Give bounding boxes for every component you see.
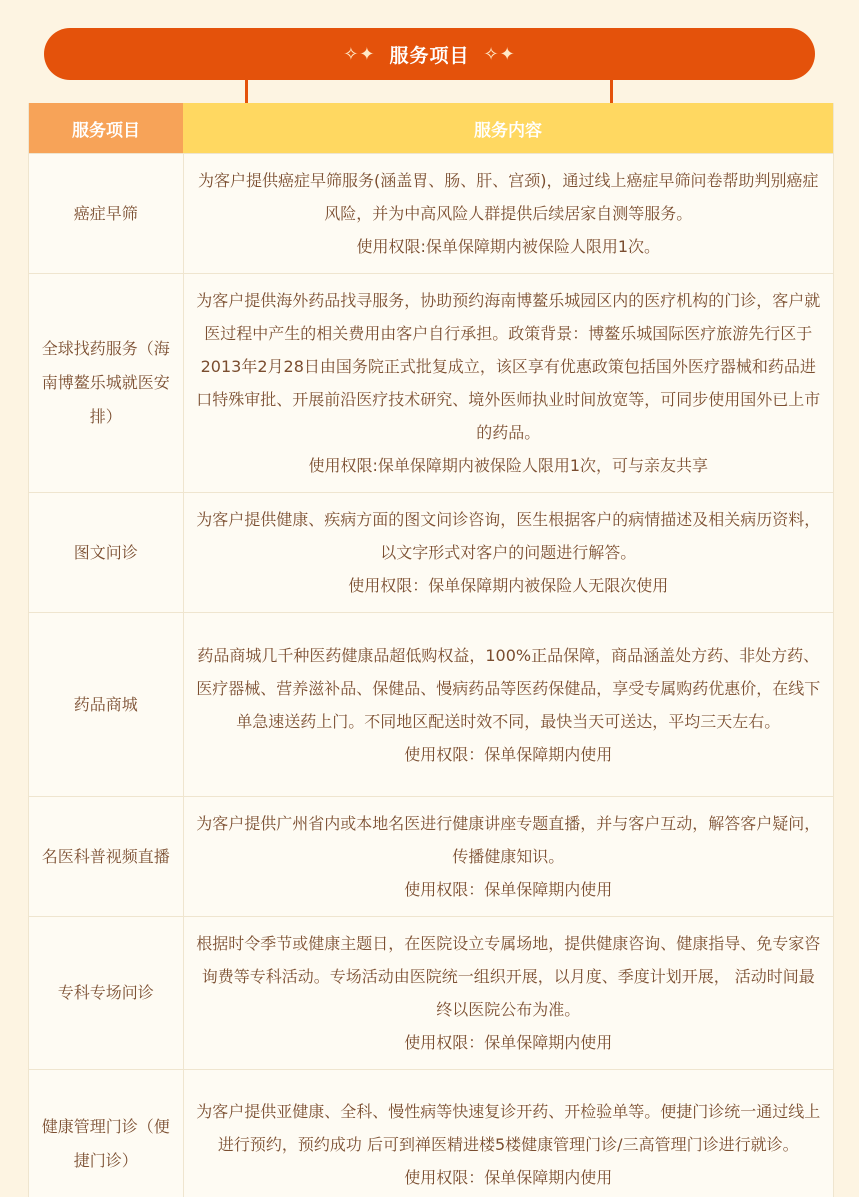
usage-rights: 使用权限:保单保障期内被保险人限用1次，可与亲友共享 — [308, 456, 709, 475]
service-content-cell — [183, 274, 833, 493]
service-content-cell — [183, 917, 833, 1070]
services-panel — [28, 103, 834, 1197]
services-table — [29, 103, 833, 1197]
service-name: 药品商城 — [29, 613, 183, 797]
section-banner — [44, 28, 815, 80]
table-row — [29, 493, 833, 613]
sparkle-icon: ✧✦ — [483, 43, 516, 65]
table-row — [29, 613, 833, 797]
service-content-cell — [183, 613, 833, 797]
banner-connector-right — [610, 80, 613, 104]
table-row — [29, 1070, 833, 1197]
usage-rights: 使用权限：保单保障期内使用 — [404, 744, 613, 764]
service-name: 图文问诊 — [29, 493, 183, 613]
service-content-cell — [183, 797, 833, 917]
service-description: 为客户提供亚健康、全科、慢性病等快速复诊开药、开检验单等。便捷门诊统一通过线上进行预约，预约成功 后可到禅医精进楼5楼健康管理门诊/三高管理门诊进行就诊。 — [196, 1101, 821, 1154]
usage-rights: 使用权限：保单保障期内使用 — [404, 1167, 613, 1187]
table-row — [29, 274, 833, 493]
service-description: 为客户提供癌症早筛服务(涵盖胃、肠、肝、宫颈)，通过线上癌症早筛问卷帮助判别癌症风险，并为中高风险人群提供后续居家自测等服务。 — [198, 171, 819, 223]
table-header-row — [29, 103, 833, 154]
service-description: 根据时令季节或健康主题日，在医院设立专属场地，提供健康咨询、健康指导、免专家咨询费等专科活动。专场活动由医院统一组织开展，以月度、季度计划开展， 活动时间最终以医院公布为准。 — [196, 934, 821, 1019]
table-row — [29, 917, 833, 1070]
table-row — [29, 154, 833, 274]
service-content-cell — [183, 1070, 833, 1197]
service-description: 药品商城几千种医药健康品超低购权益，100%正品保障，商品涵盖处方药、非处方药、医疗器械、营养滋补品、保健品、慢病药品等医药保健品，享受专属购药优惠价，在线下单急速送药上门。不同地区配送时效不同，最快当天可送达，平均三天左右。 — [196, 645, 821, 731]
header-service-content: 服务内容 — [183, 103, 833, 154]
service-description: 为客户提供广州省内或本地名医进行健康讲座专题直播，并与客户互动，解答客户疑问，传播健康知识。 — [196, 814, 821, 866]
usage-rights: 使用权限：保单保障期内使用 — [404, 1033, 613, 1052]
table-row — [29, 797, 833, 917]
service-name: 癌症早筛 — [29, 154, 183, 274]
service-name: 名医科普视频直播 — [29, 797, 183, 917]
banner-connector-left — [245, 80, 248, 104]
banner-title: 服务项目 — [389, 44, 470, 67]
service-content-cell — [183, 493, 833, 613]
usage-rights: 使用权限：保单保障期内被保险人无限次使用 — [348, 576, 669, 595]
service-description: 为客户提供健康、疾病方面的图文问诊咨询，医生根据客户的病情描述及相关病历资料，以文字形式对客户的问题进行解答。 — [196, 510, 821, 562]
usage-rights: 使用权限：保单保障期内使用 — [404, 880, 613, 899]
service-description: 为客户提供海外药品找寻服务，协助预约海南博鳌乐城园区内的医疗机构的门诊，客户就医过程中产生的相关费用由客户自行承担。政策背景：博鳌乐城国际医疗旅游先行区于2013年2月28日由国务院正式批复成立，该区享有优惠政策包括国外医疗器械和药品进口特殊审批、开展前沿医疗技术研究、境外医师执业时间放宽等，可同步使用国外已上市的药品。 — [196, 291, 821, 442]
sparkle-icon: ✧✦ — [343, 43, 376, 65]
service-content-cell — [183, 154, 833, 274]
service-name: 健康管理门诊（便捷门诊） — [29, 1070, 183, 1197]
usage-rights: 使用权限:保单保障期内被保险人限用1次。 — [356, 237, 661, 256]
header-service-item: 服务项目 — [29, 103, 183, 154]
service-name: 专科专场问诊 — [29, 917, 183, 1070]
service-name: 全球找药服务（海南博鳌乐城就医安排） — [29, 274, 183, 493]
